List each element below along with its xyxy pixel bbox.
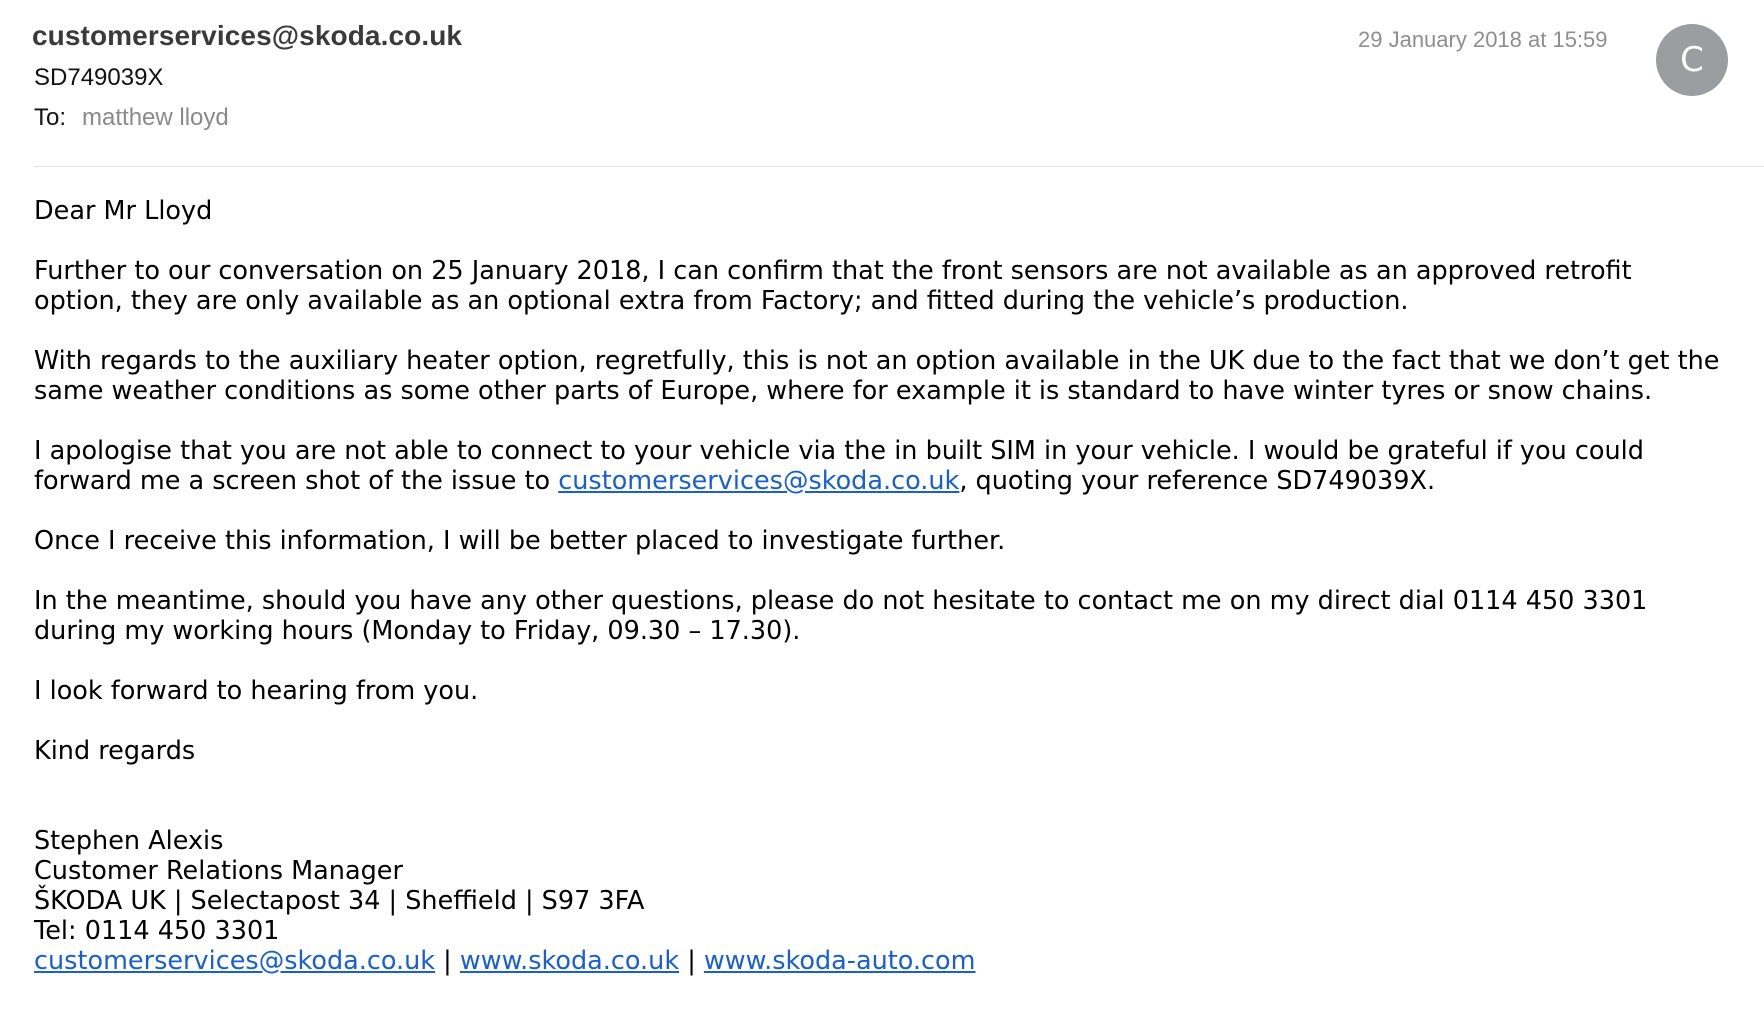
sender-avatar — [1656, 24, 1728, 96]
signature-email-link[interactable]: customerservices@skoda.co.uk — [34, 946, 436, 976]
recipient-name[interactable]: matthew lloyd — [82, 104, 229, 131]
paragraph-sim-reference: , quoting your reference SD749039X. — [959, 466, 1436, 496]
to-label: To: — [34, 104, 67, 131]
greeting: Dear Mr Lloyd — [34, 196, 213, 226]
skoda-uk-link[interactable]: www.skoda.co.uk — [459, 946, 680, 976]
sender-address[interactable]: customerservices@skoda.co.uk — [32, 20, 463, 51]
email-date: 29 January 2018 at 15:59 — [1358, 27, 1608, 52]
avatar-initial: C — [1680, 40, 1704, 80]
paragraph-heater: With regards to the auxiliary heater option, regretfully, this is not an option available in the UK due to the fact that we don’t get the same weather conditions as some other parts of Europe, where for example it is standard to have winter tyres or snow chains. — [34, 346, 1720, 406]
link-separator: | — [435, 946, 460, 976]
paragraph-contact: In the meantime, should you have any other questions, please do not hesitate to contact me on my direct dial 0114 450 3301 during my working hours (Monday to Friday, 09.30 – 17.30). — [34, 586, 1648, 646]
email-link[interactable]: customerservices@skoda.co.uk — [558, 466, 960, 496]
signature-address: ŠKODA UK | Selectapost 34 | Sheffield | S97 3FA — [34, 886, 645, 916]
closing: Kind regards — [34, 736, 196, 766]
email-body — [34, 196, 1724, 976]
signature-name: Stephen Alexis — [34, 826, 224, 856]
signature-tel: Tel: 0114 450 3301 — [34, 916, 280, 946]
link-separator: | — [679, 946, 704, 976]
email-header — [0, 0, 1764, 166]
header-divider — [34, 166, 1764, 167]
paragraph-sim — [34, 436, 1724, 496]
paragraph-information: Once I receive this information, I will be better placed to investigate further. — [34, 526, 1006, 556]
signature-title: Customer Relations Manager — [34, 856, 403, 886]
signature — [34, 826, 1724, 976]
recipient-row — [34, 104, 229, 132]
paragraph-sensors: Further to our conversation on 25 January 2018, I can confirm that the front sensors are not available as an approved retrofit option, they are only available as an optional extra from Factory; and fitted during the vehicle’s production. — [34, 256, 1632, 316]
paragraph-closing-line: I look forward to hearing from you. — [34, 676, 479, 706]
skoda-auto-link[interactable]: www.skoda-auto.com — [703, 946, 976, 976]
signature-links — [34, 946, 1724, 976]
paragraph-sim-text: I apologise that you are not able to connect to your vehicle via the in built SIM in your vehicle. I would be grateful if you could forward me a screen shot of the issue to — [34, 436, 1644, 496]
email-subject: SD749039X — [34, 64, 164, 91]
